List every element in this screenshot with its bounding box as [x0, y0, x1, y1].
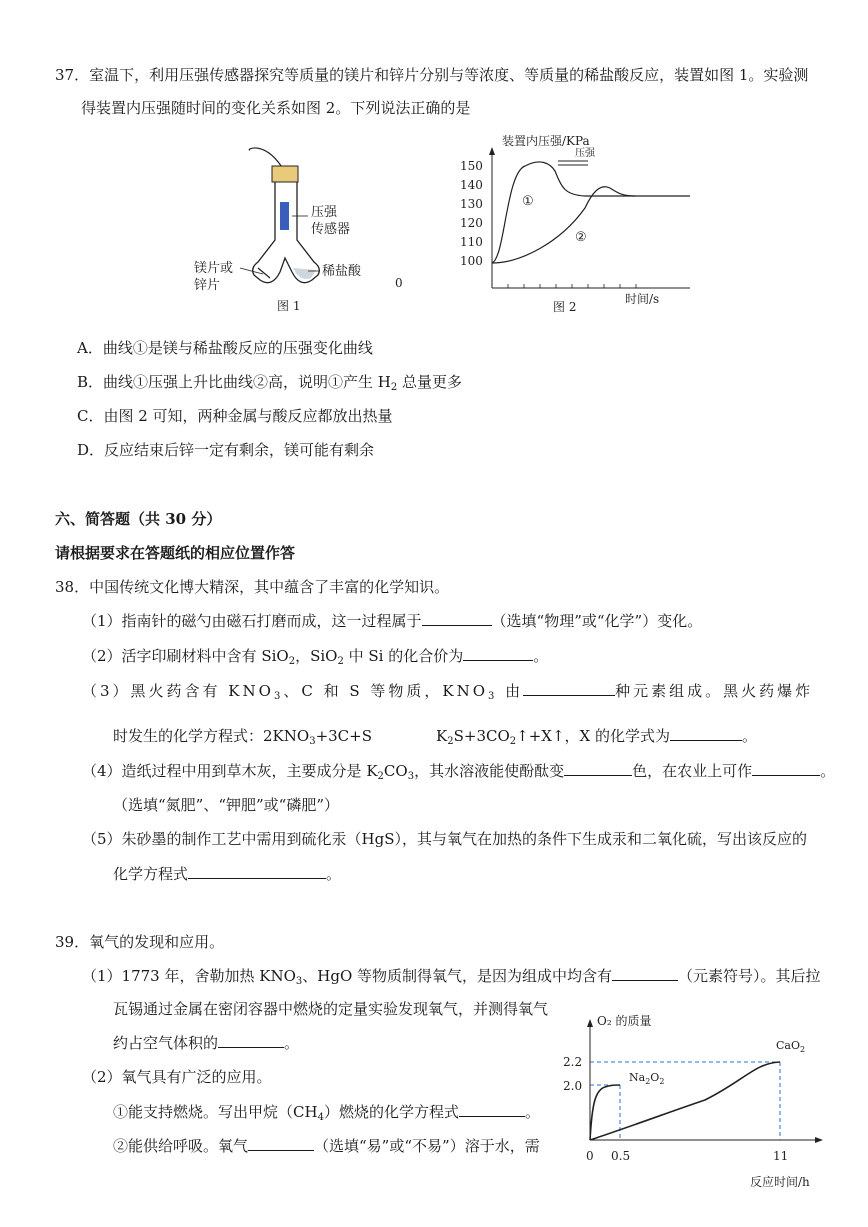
fig2-ytick-100: 100: [460, 254, 483, 268]
o2-ytick-high: 2.2: [563, 1055, 583, 1069]
o2-xlabel: 反应时间/h: [750, 1175, 810, 1189]
answer-blank[interactable]: [218, 1033, 284, 1048]
figure-1-apparatus: [180, 140, 420, 320]
acid-liquid: [293, 268, 316, 279]
answer-blank[interactable]: [459, 1102, 525, 1117]
q37-option-b: B．曲线①压强上升比曲线②高，说明①产生 $H_2$ 总量更多: [77, 373, 463, 393]
o2-ytick-low: 2.0: [563, 1079, 583, 1093]
answer-blank[interactable]: [523, 681, 615, 696]
fig2-ytick-130: 130: [460, 197, 483, 211]
section-title: 六、简答题（共 30 分）: [55, 510, 222, 528]
q38-part2: （2）活字印刷材料中含有 SiO$_2$，SiO$_2$ 中 Si 的化合价为 。: [82, 647, 549, 667]
answer-blank[interactable]: [612, 966, 678, 981]
answer-blank[interactable]: [248, 1136, 314, 1151]
fig2-caption: 图 2: [553, 300, 577, 314]
answer-blank[interactable]: [188, 864, 326, 879]
o2-ylabel: O₂ 的质量: [597, 1014, 652, 1028]
fig2-curve-2: [492, 187, 635, 263]
stray-zero: 0: [395, 276, 403, 290]
label-sensor-2: 传感器: [311, 222, 351, 237]
q38-part3-line1: （3）黑火药含有 $KNO_3$、C 和 S 等物质，$KNO_3$ 由 种元素组成。黑火药爆炸: [82, 682, 814, 702]
y-tube: [253, 182, 320, 283]
label-cao2: CaO$_2$: [776, 1039, 806, 1054]
q39-part2: （2）氧气具有广泛的应用。: [82, 1068, 272, 1086]
answer-blank[interactable]: [752, 761, 820, 776]
o2-xtick-origin: 0: [586, 1149, 594, 1163]
q39-part2-ii: ②能供给呼吸。氧气 （选填“易”或“不易”）溶于水，需: [113, 1137, 540, 1155]
fig2-curve-1: [492, 162, 690, 263]
q37-option-c: C．由图 2 可知，两种金属与酸反应都放出热量: [77, 407, 393, 425]
q38-part3-line2: 时发生的化学方程式：$2KNO_3+3C+S$ $K_2S+3CO_2↑+X↑$，X 的化学式为 。: [113, 727, 757, 747]
fig2-ytick-140: 140: [460, 178, 483, 192]
fig2-curve2-label: ②: [575, 230, 587, 245]
fig2-peak-label: 压强: [575, 148, 595, 159]
fig2-xlabel: 时间/s: [625, 292, 660, 306]
fig2-curve1-label: ①: [522, 194, 534, 209]
fig2-ylabel: 装置内压强/KPa: [502, 134, 590, 148]
label-metal-1: 镁片或: [194, 261, 234, 276]
q39-part1-line2: 瓦锡通过金属在密闭容器中燃烧的定量实验发现氧气，并测得氧气: [113, 1000, 549, 1018]
q38-stem: 38．中国传统文化博大精深，其中蕴含了丰富的化学知识。: [55, 578, 450, 596]
label-na2o2: $Na_2O_2$: [629, 1071, 665, 1086]
fig2-ytick-110: 110: [460, 235, 483, 249]
o2-xtick-b: 11: [773, 1149, 789, 1163]
q38-part5-line1: （5）朱砂墨的制作工艺中需用到硫化汞（HgS），其与氧气在加热的条件下生成汞和二氧化硫，写出该反应的: [82, 830, 808, 848]
q37-line2: 得装置内压强随时间的变化关系如图 2。下列说法正确的是: [81, 99, 471, 117]
q37-line1: 37．室温下，利用压强传感器探究等质量的镁片和锌片分别与等浓度、等质量的稀盐酸反应，装置如图 1。实验测: [55, 66, 809, 84]
label-acid: 稀盐酸: [322, 264, 362, 279]
q39-part1-line1: （1）1773 年，舍勒加热 $KNO_3$、HgO 等物质制得氧气，是因为组成中均含有 （元素符号）。其后拉: [82, 967, 821, 987]
q39-part1-line3: 约占空气体积的 。: [113, 1034, 300, 1052]
label-metal-2: 锌片: [194, 278, 221, 293]
answer-blank[interactable]: [670, 726, 742, 741]
o2-mass-graph: [555, 1005, 835, 1195]
q38-part4-line2: （选填“氮肥”、“钾肥”或“磷肥”）: [113, 796, 340, 814]
label-sensor-1: 压强: [311, 205, 338, 220]
pressure-sensor: [280, 202, 289, 230]
fig2-ytick-150: 150: [460, 159, 483, 173]
cao2-curve: [590, 1062, 780, 1140]
q38-part1: （1）指南针的磁勺由磁石打磨而成，这一过程属于 （选填“物理”或“化学”）变化。: [82, 612, 703, 630]
q38-part4-line1: （4）造纸过程中用到草木灰，主要成分是 $K_2CO_3$，其水溶液能使酚酞变 色，在农业上可作 。: [82, 762, 836, 782]
q39-stem: 39．氧气的发现和应用。: [55, 933, 225, 951]
answer-blank[interactable]: [422, 611, 492, 626]
fig1-caption: 图 1: [277, 299, 301, 313]
answer-blank[interactable]: [564, 761, 632, 776]
q37-option-a: A．曲线①是镁与稀盐酸反应的压强变化曲线: [77, 339, 373, 357]
o2-xtick-a: 0.5: [611, 1149, 631, 1163]
q38-part5-line2: 化学方程式 。: [113, 865, 342, 883]
section-instruction: 请根据要求在答题纸的相应位置作答: [55, 544, 296, 562]
fig2-ytick-120: 120: [460, 216, 483, 230]
q39-part2-i: ①能支持燃烧。写出甲烷$(CH_4)$燃烧的化学方程式 。: [113, 1103, 540, 1123]
answer-blank[interactable]: [463, 646, 533, 661]
stopper: [272, 166, 298, 182]
figure-2-graph: [450, 133, 710, 318]
q37-option-d: D．反应结束后锌一定有剩余，镁可能有剩余: [77, 441, 375, 459]
